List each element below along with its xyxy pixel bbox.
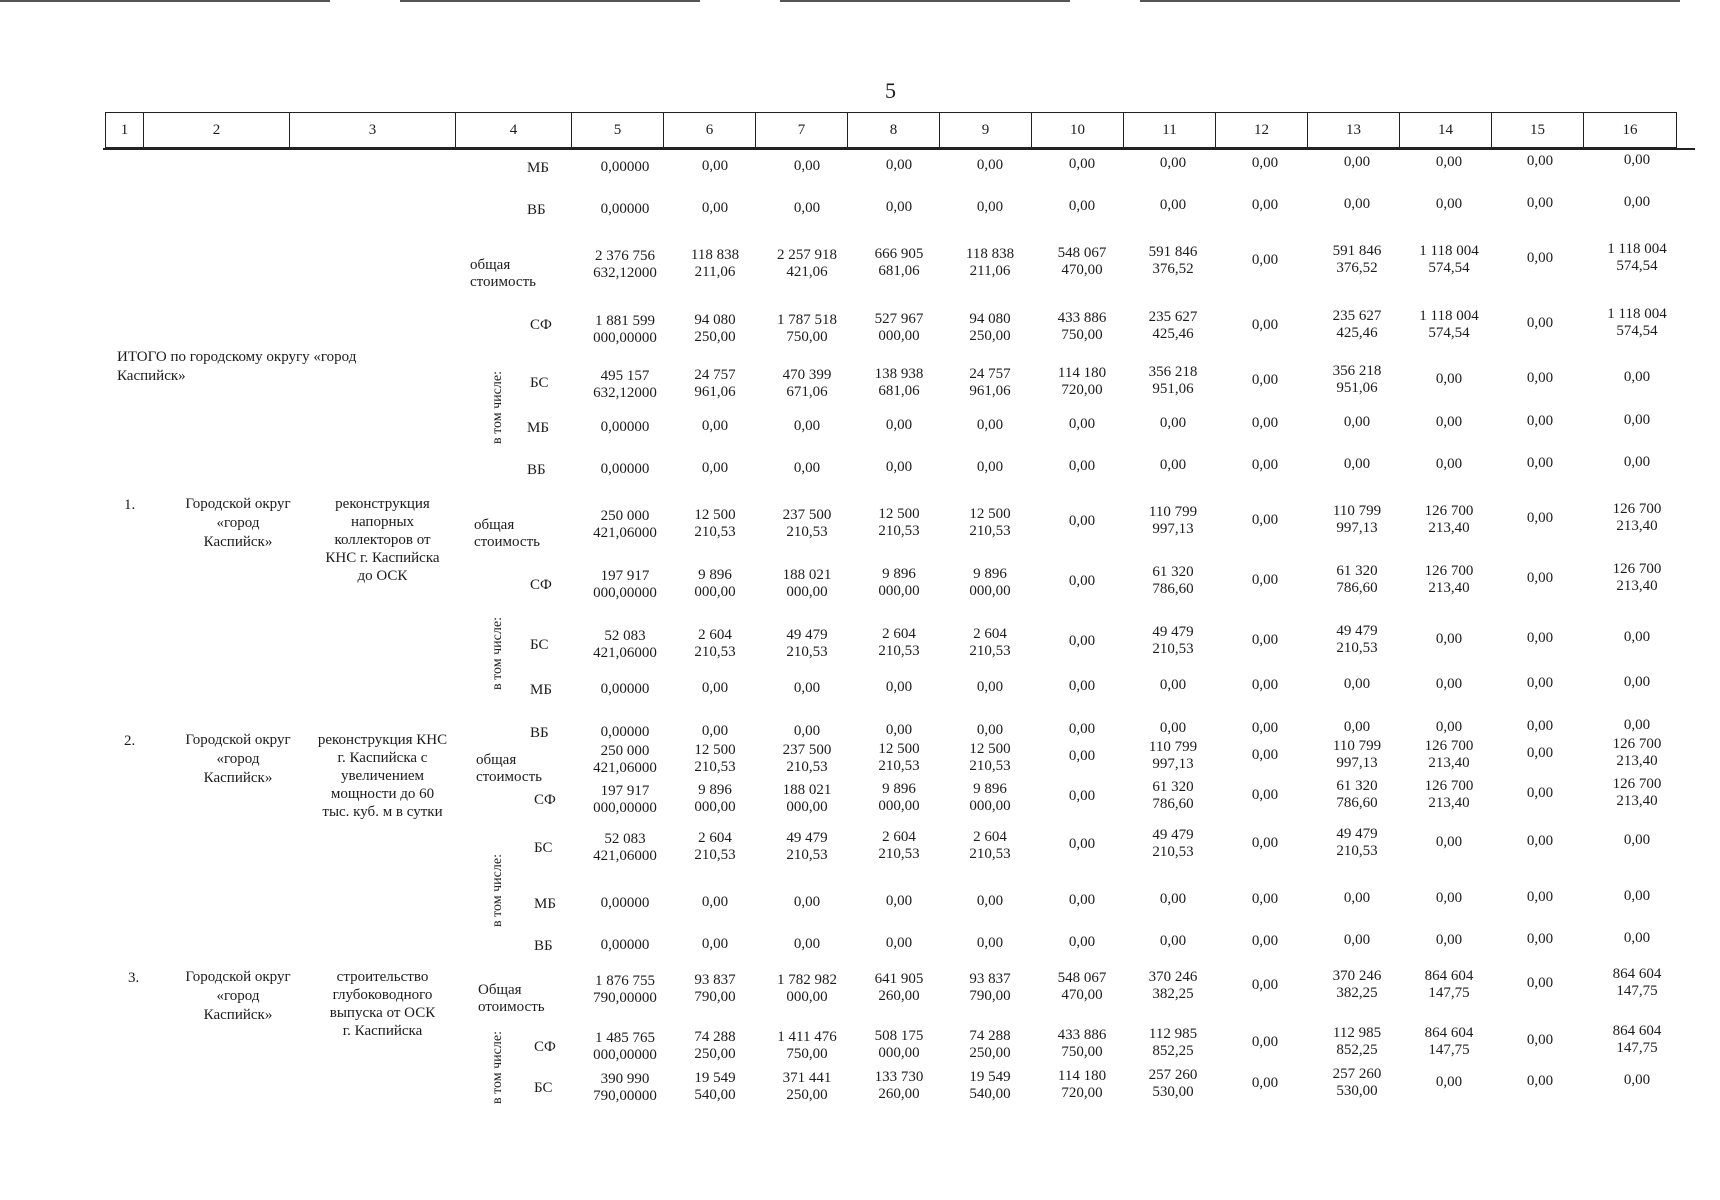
table-cell: 188 021 000,00: [782, 781, 832, 815]
table-cell: 0,00: [793, 199, 821, 216]
table-cell: 61 320 786,60: [1336, 563, 1378, 597]
table-cell: 0,00: [1526, 785, 1554, 801]
table-cell: 0,00: [1526, 195, 1554, 211]
table-cell: 0,00: [1623, 454, 1651, 471]
project-name: реконструкция КНС г. Каспийска с увеличением мощности до 60 тыс. куб. м в сутки: [317, 732, 448, 820]
table-cell: 0,00000: [600, 937, 650, 953]
table-cell: 9 896 000,00: [878, 781, 920, 815]
project-number: 1.: [124, 497, 136, 513]
table-cell: 0,00: [1251, 456, 1279, 473]
header-col-9: 9: [940, 113, 1032, 147]
table-cell: 110 799 997,13: [1148, 739, 1198, 773]
table-cell: 0,00: [701, 723, 729, 740]
table-cell: 0,00: [1251, 834, 1279, 851]
table-cell: 74 288 250,00: [969, 1027, 1011, 1061]
page-number: 5: [885, 78, 896, 103]
table-cell: 0,00: [1251, 932, 1279, 949]
table-cell: 9 896 000,00: [694, 782, 736, 816]
table-cell: 94 080 250,00: [694, 312, 736, 346]
header-col-4: 4: [456, 113, 572, 147]
table-cell: 0,00: [885, 935, 913, 952]
row-label: общая стоимость: [474, 517, 540, 550]
table-cell: 0,00: [885, 893, 913, 910]
table-cell: 0,00: [1251, 631, 1279, 648]
table-cell: 9 896 000,00: [969, 780, 1011, 814]
project-district: Городской округ «город Каспийск»: [185, 732, 291, 786]
table-cell: 0,00: [701, 460, 729, 477]
header-col-16: 16: [1622, 121, 1638, 138]
table-cell: 93 837 790,00: [694, 972, 736, 1006]
table-cell: 1 876 755 790,00000: [593, 973, 657, 1006]
table-cell: 9 896 000,00: [694, 567, 736, 601]
table-cell: 0,00: [1435, 889, 1463, 906]
table-cell: 0,00: [1526, 1073, 1554, 1089]
table-cell: 235 627 425,46: [1148, 309, 1198, 343]
table-cell: 0,00000: [600, 461, 650, 477]
table-cell: 2 604 210,53: [878, 829, 920, 863]
vertical-label-4: в том числе:: [490, 1031, 505, 1104]
row-label: Общая отоимость: [478, 982, 545, 1015]
table-cell: 0,00: [885, 157, 913, 174]
table-cell: 0,00: [1159, 415, 1187, 432]
row-label: СФ: [534, 1039, 556, 1055]
table-cell: 371 441 250,00: [782, 1069, 832, 1103]
table-cell: 0,00000: [600, 419, 650, 435]
table-cell: 61 320 786,60: [1336, 778, 1378, 812]
header-col-1: 1: [106, 113, 144, 147]
table-cell: 0,00: [1251, 316, 1279, 333]
table-cell: 0,00000: [600, 895, 650, 911]
row-label: ВБ: [530, 725, 549, 741]
table-cell: 0,00: [1068, 748, 1096, 764]
table-cell: 0,00: [1526, 153, 1554, 169]
table-cell: 0,00: [1068, 156, 1096, 172]
table-cell: 0,00000: [600, 724, 650, 740]
table-cell: 1 118 004 574,54: [1419, 307, 1479, 341]
table-cell: 0,00: [976, 678, 1004, 695]
table-cell: 0,00: [1251, 890, 1279, 907]
table-cell: 0,00: [1343, 414, 1371, 431]
table-cell: 0,00: [885, 417, 913, 434]
table-cell: 94 080 250,00: [969, 310, 1011, 344]
table-cell: 0,00: [1526, 889, 1554, 905]
table-cell: 0,00: [701, 418, 729, 435]
table-cell: 0,00: [1251, 976, 1279, 993]
table-cell: 49 479 210,53: [1152, 827, 1194, 861]
table-cell: 2 604 210,53: [878, 626, 920, 660]
row-label: общая стоимость: [470, 257, 536, 290]
table-cell: 112 985 852,25: [1332, 1025, 1382, 1059]
table-cell: 0,00: [1068, 416, 1096, 432]
table-cell: 548 067 470,00: [1057, 245, 1107, 278]
table-cell: 0,00: [1526, 931, 1554, 947]
table-cell: 0,00: [1435, 413, 1463, 430]
table-cell: 110 799 997,13: [1332, 503, 1382, 537]
table-cell: 0,00: [1343, 196, 1371, 213]
table-cell: 1 118 004 574,54: [1607, 241, 1667, 275]
table-cell: 0,00: [1251, 1033, 1279, 1050]
table-cell: 0,00: [976, 156, 1004, 173]
table-cell: 591 846 376,52: [1148, 244, 1198, 278]
table-cell: 0,00: [1435, 718, 1463, 735]
table-cell: 237 500 210,53: [782, 506, 832, 540]
table-cell: 0,00: [1435, 675, 1463, 692]
table-cell: 0,00: [1159, 720, 1187, 737]
table-cell: 0,00: [1526, 1032, 1554, 1048]
row-label: общая стоимость: [476, 752, 542, 785]
table-cell: 110 799 997,13: [1148, 504, 1198, 538]
table-cell: 0,00: [793, 722, 821, 739]
table-cell: 0,00: [1623, 412, 1651, 429]
table-cell: 0,00: [793, 893, 821, 910]
table-cell: 0,00: [976, 416, 1004, 433]
row-label: СФ: [530, 317, 552, 333]
table-cell: 2 604 210,53: [969, 828, 1011, 862]
table-cell: 118 838 211,06: [690, 247, 740, 281]
table-cell: 49 479 210,53: [1336, 623, 1378, 657]
table-cell: 0,00: [793, 679, 821, 696]
table-cell: 118 838 211,06: [965, 245, 1015, 279]
table-cell: 49 479 210,53: [1152, 624, 1194, 658]
table-cell: 666 905 681,06: [874, 246, 924, 280]
vertical-label-1: в том числе:: [490, 371, 505, 444]
header-col-11: 11: [1124, 113, 1216, 147]
row-label: СФ: [534, 792, 556, 808]
table-cell: 0,00: [1251, 511, 1279, 528]
table-cell: 2 376 756 632,12000: [593, 248, 657, 281]
table-cell: 0,00: [1068, 458, 1096, 474]
table-cell: 0,00: [1435, 1073, 1463, 1090]
table-cell: 864 604 147,75: [1424, 1024, 1474, 1058]
table-cell: 864 604 147,75: [1424, 967, 1474, 1001]
table-cell: 133 730 260,00: [874, 1069, 924, 1103]
table-cell: 0,00: [1623, 1072, 1651, 1089]
row-label: БС: [530, 375, 549, 391]
row-label: ВБ: [534, 938, 553, 954]
table-cell: 0,00: [793, 417, 821, 434]
table-cell: 52 083 421,06000: [593, 628, 657, 661]
table-cell: 1 118 004 574,54: [1419, 242, 1479, 276]
table-cell: 0,00: [1343, 676, 1371, 693]
row-label: СФ: [530, 577, 552, 593]
table-cell: 0,00: [1159, 457, 1187, 474]
table-cell: 0,00: [1159, 933, 1187, 950]
table-cell: 527 967 000,00: [874, 311, 924, 345]
table-cell: 12 500 210,53: [694, 742, 736, 776]
vertical-label-3: в том числе:: [490, 854, 505, 927]
row-label: БС: [530, 637, 549, 653]
table-cell: 0,00: [976, 892, 1004, 909]
top-rule-3: [780, 0, 1070, 2]
table-cell: 864 604 147,75: [1612, 1023, 1662, 1057]
table-cell: 0,00: [885, 459, 913, 476]
table-cell: 0,00: [1251, 251, 1279, 268]
table-cell: 508 175 000,00: [874, 1028, 924, 1062]
table-cell: 126 700 213,40: [1424, 777, 1474, 811]
table-cell: 0,00: [1251, 719, 1279, 736]
table-cell: 0,00: [1159, 891, 1187, 908]
table-cell: 0,00: [793, 935, 821, 952]
table-cell: 0,00: [793, 157, 821, 174]
table-cell: 114 180 720,00: [1057, 1068, 1107, 1101]
table-cell: 1 411 476 750,00: [777, 1028, 837, 1062]
table-cell: 0,00: [1526, 675, 1554, 691]
table-cell: 0,00000: [600, 681, 650, 697]
table-cell: 0,00: [1526, 413, 1554, 429]
table-cell: 9 896 000,00: [878, 566, 920, 600]
table-cell: 641 905 260,00: [874, 971, 924, 1005]
table-cell: 126 700 213,40: [1424, 562, 1474, 596]
table-cell: 126 700 213,40: [1612, 561, 1662, 595]
table-cell: 93 837 790,00: [969, 970, 1011, 1004]
table-cell: 0,00: [1068, 633, 1096, 649]
table-cell: 0,00: [1623, 888, 1651, 905]
header-col-8: 8: [848, 113, 940, 147]
row-label: БС: [534, 840, 553, 856]
table-cell: 0,00: [1526, 833, 1554, 849]
table-cell: 0,00: [1526, 370, 1554, 386]
table-cell: 864 604 147,75: [1612, 966, 1662, 1000]
table-cell: 0,00: [1526, 745, 1554, 761]
table-cell: 12 500 210,53: [878, 506, 920, 540]
vertical-label-2: в том числе:: [490, 617, 505, 690]
header-col-15: 15: [1492, 113, 1584, 147]
table-cell: 0,00: [1343, 154, 1371, 171]
table-cell: 49 479 210,53: [786, 829, 828, 863]
table-cell: 12 500 210,53: [969, 505, 1011, 539]
table-cell: 0,00: [1526, 570, 1554, 586]
table-cell: 74 288 250,00: [694, 1029, 736, 1063]
table-cell: 0,00: [701, 894, 729, 911]
table-cell: 0,00: [1068, 892, 1096, 908]
table-cell: 49 479 210,53: [786, 626, 828, 660]
table-cell: 12 500 210,53: [969, 740, 1011, 774]
header-col-2: 2: [144, 113, 290, 147]
top-rule-2: [400, 0, 700, 2]
table-cell: 126 700 213,40: [1612, 736, 1662, 770]
table-cell: 0,00: [1623, 369, 1651, 386]
project-name: строительство глубоководного выпуска от ОСК г. Каспийска: [329, 969, 436, 1039]
table-cell: 0,00: [1526, 455, 1554, 471]
table-cell: 19 549 540,00: [694, 1070, 736, 1104]
row-label: ВБ: [527, 202, 546, 218]
table-cell: 126 700 213,40: [1612, 776, 1662, 810]
project-district: Городской округ «город Каспийск»: [185, 496, 291, 550]
header-col-12: 12: [1216, 113, 1308, 147]
table-cell: 0,00: [1435, 455, 1463, 472]
table-cell: 61 320 786,60: [1152, 779, 1194, 813]
table-cell: 0,00: [1623, 832, 1651, 849]
table-cell: 110 799 997,13: [1332, 738, 1382, 772]
table-cell: 0,00: [701, 200, 729, 217]
table-cell: 0,00: [1526, 630, 1554, 646]
top-rule-1: [0, 0, 330, 2]
table-cell: 0,00: [1435, 370, 1463, 387]
table-cell: 495 157 632,12000: [593, 368, 657, 401]
table-cell: 0,00: [1251, 571, 1279, 588]
table-cell: 0,00: [1343, 932, 1371, 949]
table-cell: 0,00: [1159, 197, 1187, 214]
table-cell: 0,00: [1526, 718, 1554, 734]
table-cell: 138 938 681,06: [874, 366, 924, 400]
table-cell: 0,00: [1435, 833, 1463, 850]
table-cell: 0,00: [1526, 510, 1554, 526]
table-cell: 2 604 210,53: [694, 627, 736, 661]
table-cell: 0,00000: [600, 201, 650, 217]
table-cell: 12 500 210,53: [878, 741, 920, 775]
table-cell: 1 782 982 000,00: [777, 971, 837, 1005]
top-rule-4: [1140, 0, 1680, 2]
table-cell: 114 180 720,00: [1057, 365, 1107, 398]
table-cell: 0,00: [1251, 154, 1279, 171]
row-label: ВБ: [527, 462, 546, 478]
header-col-14: 14: [1400, 113, 1492, 147]
table-cell: 0,00: [1251, 1074, 1279, 1091]
table-cell: 0,00: [1251, 371, 1279, 388]
table-cell: 0,00: [1068, 934, 1096, 950]
table-cell: 0,00: [1251, 196, 1279, 213]
table-cell: 0,00: [1343, 456, 1371, 473]
project-number: 2.: [124, 733, 136, 749]
table-cell: 0,00: [1251, 786, 1279, 803]
table-cell: 1 881 599 000,00000: [593, 313, 657, 346]
table-cell: 0,00000: [600, 159, 650, 175]
table-cell: 0,00: [701, 936, 729, 953]
table-cell: 0,00: [1068, 513, 1096, 529]
table-cell: 250 000 421,06000: [593, 743, 657, 776]
table-cell: 0,00: [976, 934, 1004, 951]
table-cell: 0,00: [701, 158, 729, 175]
table-cell: 0,00: [1068, 198, 1096, 214]
table-cell: 257 260 530,00: [1148, 1067, 1198, 1101]
table-cell: 0,00: [976, 198, 1004, 215]
table-cell: 0,00: [885, 199, 913, 216]
table-cell: 0,00: [1251, 746, 1279, 763]
table-cell: 0,00: [976, 458, 1004, 475]
header-col-6: 6: [664, 113, 756, 147]
table-cell: 126 700 213,40: [1612, 501, 1662, 535]
row-label: БС: [534, 1080, 553, 1096]
table-cell: 0,00: [1623, 717, 1651, 734]
table-cell: 0,00: [1159, 677, 1187, 694]
table-cell: 19 549 540,00: [969, 1068, 1011, 1102]
table-cell: 257 260 530,00: [1332, 1066, 1382, 1100]
row-label: МБ: [527, 420, 549, 436]
table-cell: 24 757 961,06: [969, 365, 1011, 399]
table-cell: 49 479 210,53: [1336, 826, 1378, 860]
table-cell: 2 604 210,53: [694, 830, 736, 864]
header-col-10: 10: [1032, 113, 1124, 147]
table-cell: 0,00: [1068, 836, 1096, 852]
row-label: МБ: [530, 682, 552, 698]
table-cell: 0,00: [885, 722, 913, 739]
table-cell: 0,00: [1159, 155, 1187, 172]
table-cell: 2 604 210,53: [969, 625, 1011, 659]
table-cell: 52 083 421,06000: [593, 831, 657, 864]
table-cell: 1 485 765 000,00000: [593, 1030, 657, 1063]
table-cell: 356 218 951,06: [1148, 364, 1198, 398]
table-cell: 0,00: [1435, 630, 1463, 647]
table-cell: 433 886 750,00: [1057, 1027, 1107, 1060]
table-cell: 197 917 000,00000: [593, 568, 657, 601]
header-col-3: 3: [290, 113, 456, 147]
table-cell: 1 787 518 750,00: [777, 311, 837, 345]
table-cell: 0,00: [1623, 194, 1651, 211]
table-cell: 0,00: [1623, 930, 1651, 947]
header-col-7: 7: [756, 113, 848, 147]
table-cell: 0,00: [1435, 153, 1463, 170]
table-cell: 0,00: [1068, 788, 1096, 804]
table-cell: 0,00: [1251, 676, 1279, 693]
table-cell: 126 700 213,40: [1424, 502, 1474, 536]
table-cell: 2 257 918 421,06: [777, 246, 837, 280]
table-cell: 0,00: [701, 680, 729, 697]
table-cell: 126 700 213,40: [1424, 737, 1474, 771]
table-cell: 0,00: [1068, 573, 1096, 589]
table-cell: 0,00: [1435, 195, 1463, 212]
table-cell: 1 118 004 574,54: [1607, 306, 1667, 340]
header-bottom-line: [103, 148, 1695, 150]
row-label: МБ: [527, 160, 549, 176]
table-cell: 0,00: [1068, 721, 1096, 737]
table-cell: 0,00: [793, 459, 821, 476]
table-cell: 235 627 425,46: [1332, 308, 1382, 342]
table-cell: 591 846 376,52: [1332, 243, 1382, 277]
table-cell: 24 757 961,06: [694, 367, 736, 401]
table-cell: 0,00: [1623, 152, 1651, 169]
table-cell: 197 917 000,00000: [593, 783, 657, 816]
table-cell: 470 399 671,06: [782, 366, 832, 400]
table-cell: 0,00: [1435, 931, 1463, 948]
table-cell: 548 067 470,00: [1057, 970, 1107, 1003]
table-cell: 0,00: [1343, 719, 1371, 736]
project-district: Городской округ «город Каспийск»: [185, 969, 291, 1023]
row-label: МБ: [534, 896, 556, 912]
table-cell: 370 246 382,25: [1332, 968, 1382, 1002]
project-name: реконструкция напорных коллекторов от КНС г. Каспийска до ОСК: [325, 496, 440, 584]
table-cell: 112 985 852,25: [1148, 1026, 1198, 1060]
table-cell: 390 990 790,00000: [593, 1071, 657, 1104]
table-cell: 0,00: [1068, 678, 1096, 694]
table-cell: 0,00: [1623, 674, 1651, 691]
table-cell: 9 896 000,00: [969, 565, 1011, 599]
table-cell: 0,00: [1623, 629, 1651, 646]
header-col-13: 13: [1308, 113, 1400, 147]
table-cell: 370 246 382,25: [1148, 969, 1198, 1003]
table-cell: 356 218 951,06: [1332, 363, 1382, 397]
table-cell: 61 320 786,60: [1152, 564, 1194, 598]
table-cell: 0,00: [1343, 890, 1371, 907]
table-cell: 237 500 210,53: [782, 741, 832, 775]
table-cell: 250 000 421,06000: [593, 508, 657, 541]
table-cell: 12 500 210,53: [694, 507, 736, 541]
table-header-row: [105, 112, 1677, 148]
table-cell: 433 886 750,00: [1057, 310, 1107, 343]
table-cell: 0,00: [976, 721, 1004, 738]
table-cell: 0,00: [885, 679, 913, 696]
table-cell: 0,00: [1526, 250, 1554, 266]
table-cell: 0,00: [1526, 975, 1554, 991]
table-cell: 0,00: [1251, 414, 1279, 431]
project-number: 3.: [128, 970, 140, 986]
table-cell: 188 021 000,00: [782, 566, 832, 600]
table-cell: 0,00: [1526, 315, 1554, 331]
header-col-5: 5: [572, 113, 664, 147]
total-label: ИТОГО по городскому округу «город Каспийск»: [117, 349, 357, 384]
